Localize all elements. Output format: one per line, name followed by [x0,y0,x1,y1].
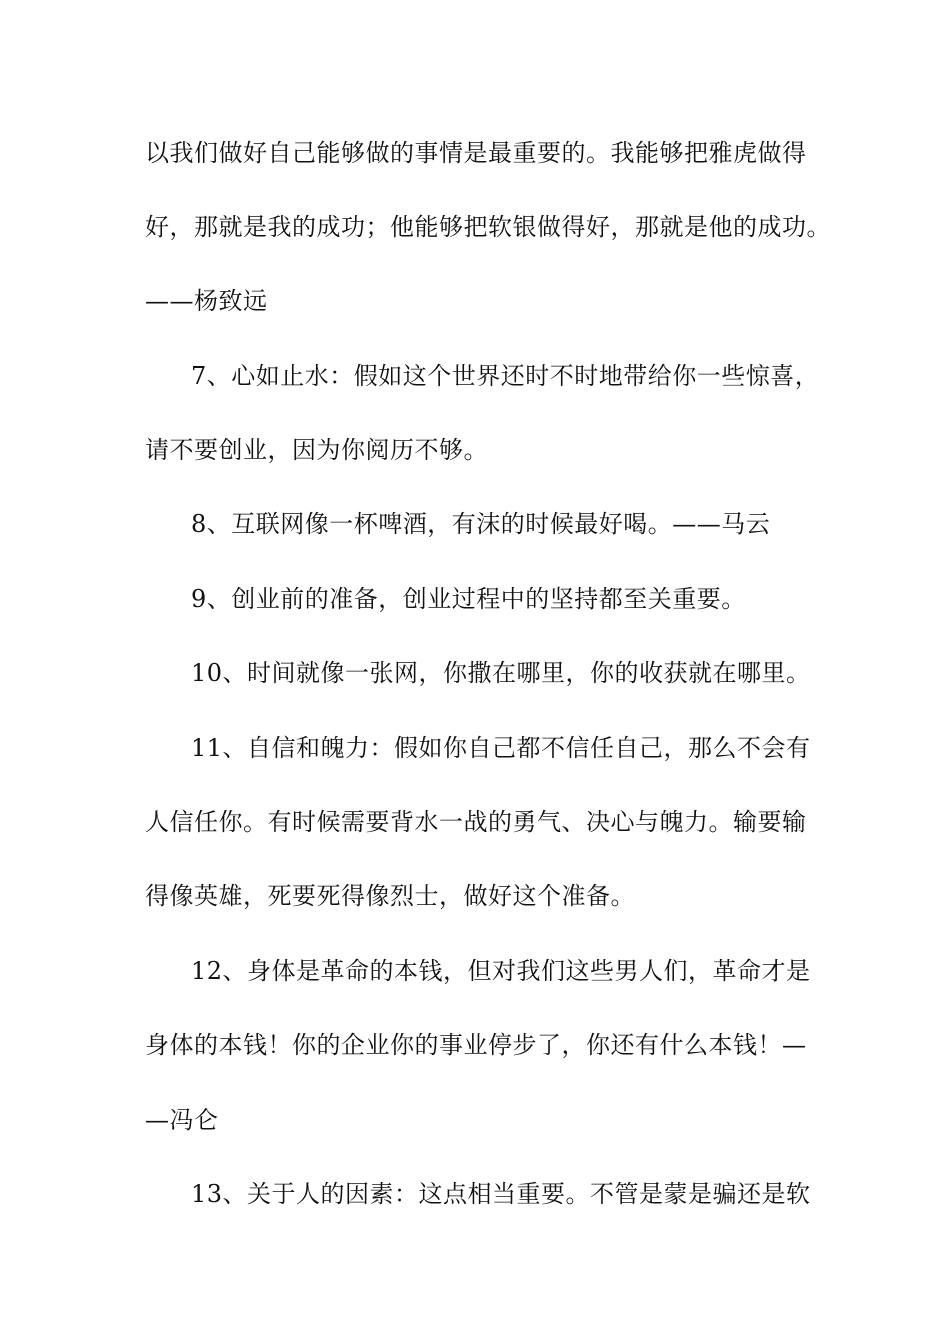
text-line: 以我们做好自己能够做的事情是最重要的。我能够把雅虎做得 [145,139,807,167]
text-line: 请不要创业，因为你阅历不够。 [145,436,488,464]
text-line: 11、自信和魄力：假如你自己都不信任自己，那么不会有 [191,734,811,762]
text-line: 身体的本钱！你的企业你的事业停步了，你还有什么本钱！— [145,1031,807,1059]
text-line: 7、心如止水：假如这个世界还时不时地带给你一些惊喜， [191,362,820,390]
text-line: —冯仑 [145,1106,219,1134]
text-line: 得像英雄，死要死得像烈士，做好这个准备。 [145,882,635,910]
text-line: 好，那就是我的成功；他能够把软银做得好，那就是他的成功。 [145,213,831,241]
text-line: 人信任你。有时候需要背水一战的勇气、决心与魄力。输要输 [145,808,807,836]
text-line: 9、创业前的准备，创业过程中的坚持都至关重要。 [191,585,746,613]
text-line: 8、互联网像一杯啤酒，有沫的时候最好喝。——马云 [191,510,771,538]
text-line: 12、身体是革命的本钱，但对我们这些男人们，革命才是 [191,957,811,985]
text-line: 10、时间就像一张网，你撒在哪里，你的收获就在哪里。 [191,659,811,687]
text-line: ——杨致远 [145,287,268,315]
text-line: 13、关于人的因素：这点相当重要。不管是蒙是骗还是软 [191,1180,811,1208]
